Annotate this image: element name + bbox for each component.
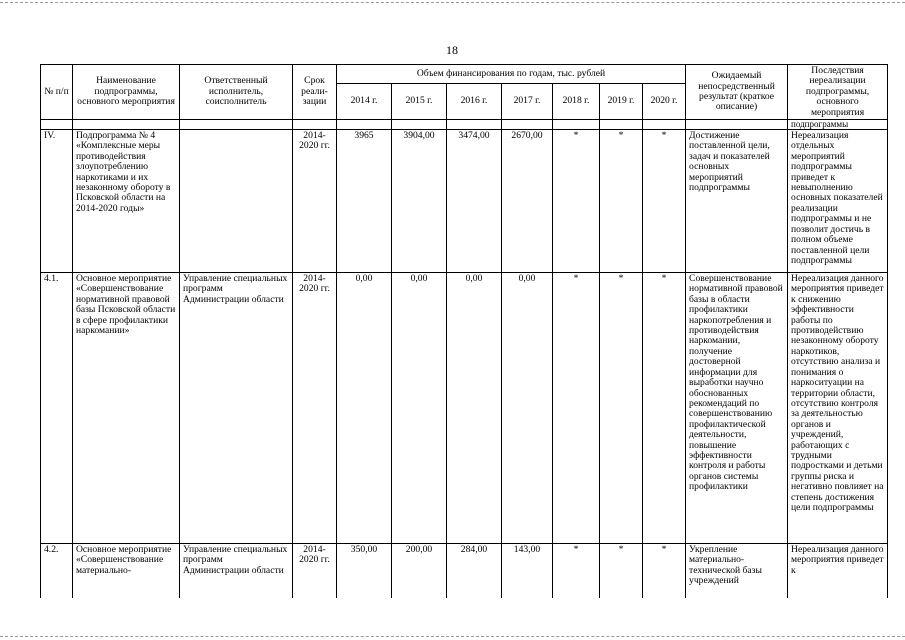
header-consequences-label: Последствия нереализации подпрограммы, основного мероприятия (805, 65, 870, 118)
row-executor: Управление специальных программ Администрации области (180, 273, 293, 544)
header-year-2020: 2020 г. (643, 83, 686, 119)
header-num: № п/п (41, 65, 73, 120)
table-row (41, 130, 888, 273)
row-value-2019: * (600, 130, 643, 273)
row-term: 2014-2020 гг. (293, 544, 337, 599)
header-name: Наименование подпрограммы, основного мероприятия (73, 65, 180, 120)
header-term: Срок реали-зации (293, 65, 337, 120)
row-result: Совершенствование нормативной правовой базы в области профилактики наркопотребления и противодействия наркомании, получение достоверной информации для выработки научно обоснованных рекомендаций по совершенствованию профилактической деятельности, повышение эффективности контроля и работы органов системы профилактики (686, 273, 788, 544)
row-term: 2014-2020 гг. (293, 273, 337, 544)
row-name: Основное мероприятие «Совершенствование материально- (73, 544, 180, 599)
carryover-row (41, 120, 888, 130)
header-year-2018: 2018 г. (553, 83, 600, 119)
row-value-2017: 0,00 (502, 273, 553, 544)
table-row (41, 273, 888, 544)
header-row-top (41, 65, 888, 84)
header-result: Ожидаемый непосредственный результат (краткое описание) (686, 65, 788, 120)
row-value-2014: 350,00 (337, 544, 392, 599)
program-financing-table (40, 64, 888, 598)
row-value-2017: 2670,00 (502, 130, 553, 273)
row-consequences: Нереализация данного мероприятия приведет к (788, 544, 888, 599)
row-consequences: Нереализация данного мероприятия приведет к снижению эффективности работы по противодействию незаконному обороту наркотиков, отсутствию анализа и понимания о наркоситуации на территории области, отсутствию контроля за деятельностью органов и учреждений, работающих с трудными подростками и детьми группы риска и негативно повлияет на степень достижения цели подпрограммы (788, 273, 888, 544)
row-value-2018: * (553, 544, 600, 599)
row-value-2020: * (643, 130, 686, 273)
row-value-2015: 0,00 (392, 273, 447, 544)
row-value-2014: 3965 (337, 130, 392, 273)
row-name: Подпрограмма № 4 «Комплексные меры противодействия злоупотреблению наркотиками и их незаконному обороту в Псковской области на 2014-2020 годы» (73, 130, 180, 273)
row-num: 4.1. (41, 273, 73, 544)
row-term: 2014-2020 гг. (293, 130, 337, 273)
header-year-2019: 2019 г. (600, 83, 643, 119)
row-name: Основное мероприятие «Совершенствование нормативной правовой базы Псковской области в сфере профилактики наркомании» (73, 273, 180, 544)
carryover-text: подпрограммы (788, 120, 888, 130)
row-result: Укрепление материально-технической базы учреждений (686, 544, 788, 599)
header-year-2015: 2015 г. (392, 83, 447, 119)
row-value-2020: * (643, 544, 686, 599)
row-value-2019: * (600, 544, 643, 599)
row-executor: Управление специальных программ Администрации области (180, 544, 293, 599)
header-executor: Ответственный исполнитель, соисполнитель (180, 65, 293, 120)
page-top-edge (0, 2, 905, 3)
row-num: IV. (41, 130, 73, 273)
row-value-2016: 284,00 (447, 544, 502, 599)
row-consequences: Нереализация отдельных мероприятий подпрограммы приведет к невыполнению основных показателей реализации подпрограммы и не позволит достичь в полном объеме поставленной цели подпрограммы (788, 130, 888, 273)
header-financing: Объем финансирования по годам, тыс. рублей (337, 65, 686, 84)
row-num: 4.2. (41, 544, 73, 599)
header-consequences (788, 65, 888, 120)
row-value-2018: * (553, 273, 600, 544)
row-value-2017: 143,00 (502, 544, 553, 599)
row-value-2015: 3904,00 (392, 130, 447, 273)
page-bottom-edge (0, 636, 905, 637)
page-number: 18 (446, 43, 458, 57)
header-year-2014: 2014 г. (337, 83, 392, 119)
header-year-2016: 2016 г. (447, 83, 502, 119)
row-executor (180, 130, 293, 273)
table-row (41, 544, 888, 599)
row-value-2020: * (643, 273, 686, 544)
row-value-2018: * (553, 130, 600, 273)
row-value-2015: 200,00 (392, 544, 447, 599)
header-year-2017: 2017 г. (502, 83, 553, 119)
row-result: Достижение поставленной цели, задач и показателей основных мероприятий подпрограммы (686, 130, 788, 273)
row-value-2014: 0,00 (337, 273, 392, 544)
row-value-2016: 0,00 (447, 273, 502, 544)
row-value-2016: 3474,00 (447, 130, 502, 273)
row-value-2019: * (600, 273, 643, 544)
